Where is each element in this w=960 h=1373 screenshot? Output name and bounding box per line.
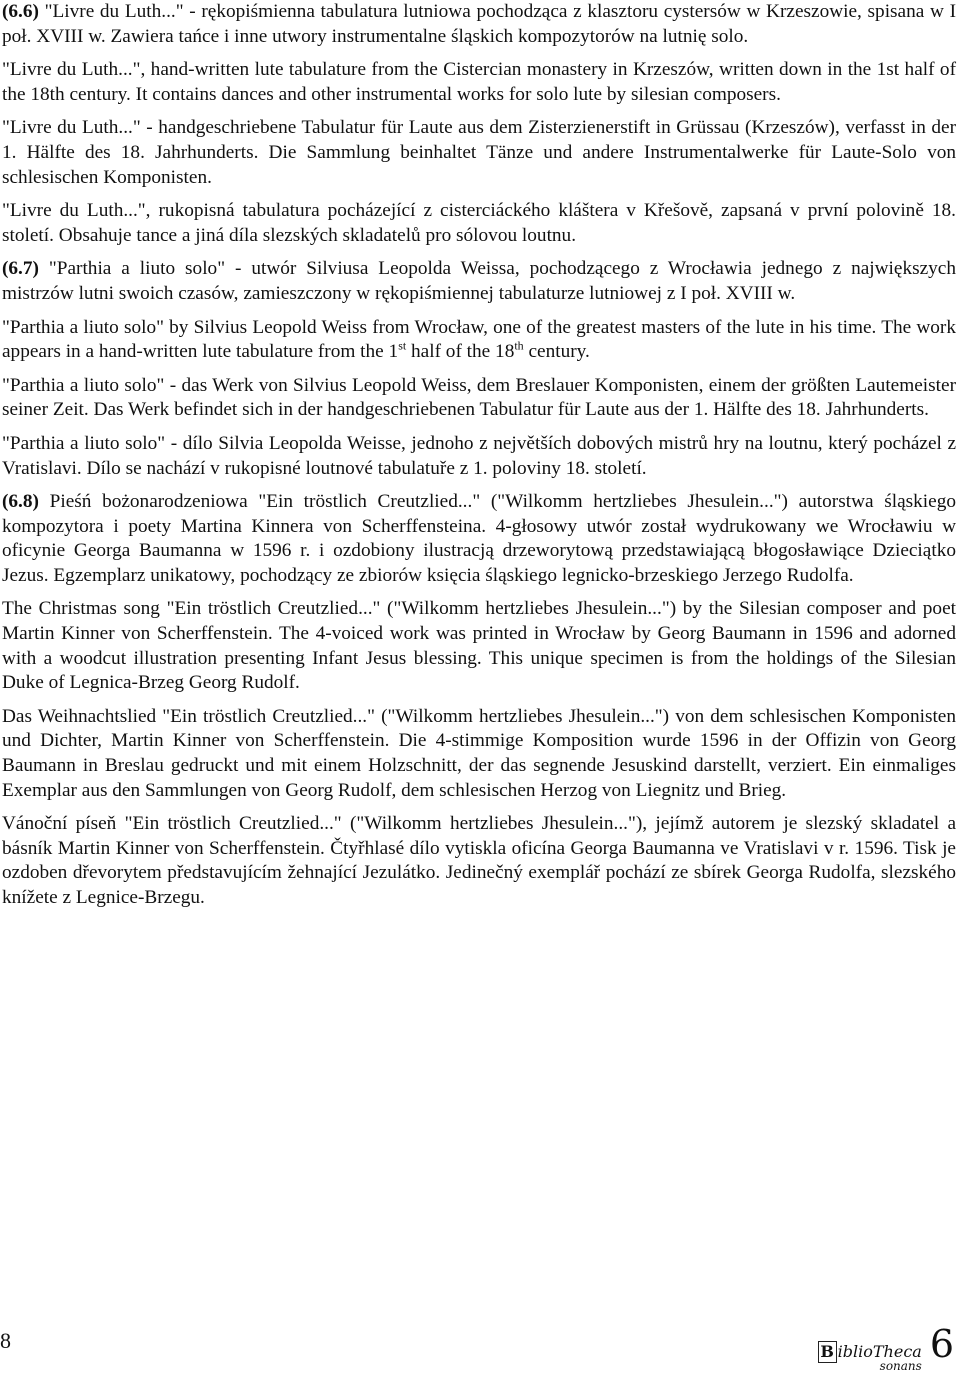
paragraph-text: "Livre du Luth..." - rękopiśmienna tabulatura lutniowa pochodząca z klasztoru cystersów w Krzeszowie, spisana w I poł. XVIII w. Zawiera tańce i inne utwory instrumentalne śląskich kompozytorów na lutnię solo.	[2, 1, 956, 47]
paragraph-6-6-de	[2, 116, 956, 190]
paragraph-text: Pieśń bożonarodzeniowa "Ein tröstlich Creutzlied..." ("Wilkomm hertzliebes Jhesulein...") autorstwa śląskiego kompozytora i poety Martina Kinnera von Scherffensteina. 4-głosowy utwór został wydrukowany we Wrocławiu w oficynie Georga Baumanna w 1596 r. i ozdobiony ilustracją drzeworytową przedstawiającą błogosławiące Dzieciątko Jezus. Egzemplarz unikatowy, pochodzący ze zbiorów księcia śląskiego legnicko-brzeskiego Jerzego Rudolfa.	[2, 491, 956, 586]
paragraph-6-7-en	[2, 316, 956, 365]
paragraph-text: Das Weihnachtslied "Ein tröstlich Creutzlied..." ("Wilkomm hertzliebes Jhesulein...") von dem schlesischen Komponisten und Dichter, Martin Kinner von Scherffenstein. Die 4-stimmige Komposition wurde 1596 in der Offizin von Georg Baumann in Breslau gedruckt und mit einem Holzschnitt, der das segnende Jesuskind darstellt, verziert. Ein einmaliges Exemplar aus den Sammlungen von Georg Rudolf, dem schlesischen Herzog von Liegnitz und Brieg.	[2, 705, 956, 801]
paragraph-text: century.	[523, 341, 590, 363]
paragraph-6-6-cz	[2, 199, 956, 248]
logo-initial: B	[818, 1341, 837, 1363]
paragraph-6-8-en	[2, 597, 956, 695]
item-number: (6.7)	[2, 258, 39, 280]
superscript: st	[398, 338, 407, 353]
logo-issue-number: 6	[929, 1322, 954, 1366]
paragraph-6-7-pl	[2, 257, 956, 306]
paragraph-text: "Livre du Luth..." - handgeschriebene Tabulatur für Laute aus dem Zisterzienerstift in Grüssau (Krzeszów), verfasst in der 1. Hälfte des 18. Jahrhunderts. Die Sammlung beinhaltet Tänze und andere Instrumentalwerke für Laute-Solo von schlesischen Komponisten.	[2, 117, 956, 188]
paragraph-text: "Livre du Luth...", rukopisná tabulatura pocházející z cisterciáckého kláštera v Křešově, zapsaná v první polovině 18. století. Obsahuje tance a jiná díla slezských skladatelů pro sólovou loutnu.	[2, 200, 956, 246]
logo-word: iblioTheca	[837, 1342, 922, 1361]
paragraph-6-7-cz	[2, 432, 956, 481]
paragraph-text: "Parthia a liuto solo" - utwór Silviusa Leopolda Weissa, pochodzącego z Wrocławia jednego z największych mistrzów lutni swoich czasów, zamieszczony w rękopiśmiennej tabulaturze lutniowej z I poł. XVIII w.	[2, 258, 956, 304]
paragraph-6-8-pl	[2, 490, 956, 588]
paragraph-6-7-de	[2, 374, 956, 423]
paragraph-text: "Parthia a liuto solo" - dílo Silvia Leopolda Weisse, jednoho z největších dobových mistrů hry na loutnu, který pocházel z Vratislavi. Dílo se nachází v rukopisné loutnové tabulatuře z 1. poloviny 18. století.	[2, 432, 956, 479]
paragraph-6-8-de	[2, 705, 956, 803]
paragraph-6-6-pl	[2, 0, 956, 49]
page-number: 8	[0, 1328, 11, 1353]
paragraph-text: "Parthia a liuto solo" - das Werk von Silvius Leopold Weiss, dem Breslauer Komponisten, einem der größten Lautemeister seiner Zeit. Das Werk befindet sich in der handgeschriebenen Tabulatur für Laute aus der 1. Hälfte des 18. Jahrhunderts.	[2, 374, 956, 421]
logo-subtitle: sonans	[879, 1359, 922, 1373]
paragraph-text: half of the 18	[406, 341, 515, 363]
item-number: (6.6)	[2, 1, 39, 22]
paragraph-text: "Livre du Luth...", hand-written lute tabulature from the Cistercian monastery in Krzeszów, written down in the 1st half of the 18th century. It contains dances and other instrumental works for solo lute by silesian composers.	[2, 59, 956, 105]
document-page	[2, 0, 956, 920]
paragraph-text: Vánoční píseň "Ein tröstlich Creutzlied..." ("Wilkomm hertzliebes Jhesulein..."), jejímž autorem je slezský skladatel a básník Martin Kinner von Scherffenstein. Čtyřhlasé dílo vytiskla oficína Georga Baumanna ve Vratislavi v r. 1596. Tisk je ozdoben dřevorytem představujícím žehnající Jezulátko. Jedinečný exemplář pochází ze sbírek Georga Rudolfa, slezského knížete z Legnice-Brzegu.	[2, 813, 956, 908]
bibliotheca-sonans-logo	[818, 1322, 954, 1373]
paragraph-6-8-cz	[2, 812, 956, 910]
logo-wordmark	[818, 1341, 922, 1373]
paragraph-text: The Christmas song "Ein tröstlich Creutzlied..." ("Wilkomm hertzliebes Jhesulein...") by the Silesian composer and poet Martin Kinner von Scherffenstein. The 4-voiced work was printed in Wrocław by Georg Baumann in 1596 and adorned with a woodcut illustration presenting Infant Jesus blessing. This unique specimen is from the holdings of the Silesian Duke of Legnica-Brzeg Georg Rudolf.	[2, 598, 956, 694]
paragraph-6-6-en	[2, 58, 956, 107]
superscript: th	[514, 338, 524, 353]
item-number: (6.8)	[2, 491, 39, 513]
paragraph-text: "Parthia a liuto solo" by Silvius Leopold Weiss from Wrocław, one of the greatest masters of the lute in his time. The work appears in a hand-written lute tabulature from the 1	[2, 316, 956, 363]
